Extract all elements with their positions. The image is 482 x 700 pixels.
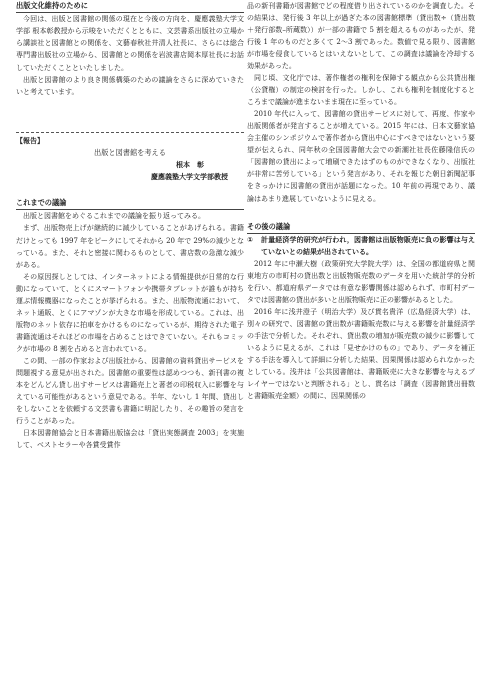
body-paragraph: この間、一部の作家および出版社から、図書館の資料貸出サービスを問題視する意見が出された。図書館の重要性は認めつつも、新刊書の複本をどんどん貸し出すサービスは書籍売上と著者の印税収入に影響を与えている可能性があるという意見である。半年、ないし 1 年間、貸出しをしないことを依頼する文芸書も書籍に明記したり、その趣旨の発言を行うことがあった。 — [16, 356, 244, 425]
spacer — [16, 183, 244, 197]
body-paragraph: 品の新刊書籍が図書館でどの程度借り出されているのかを調査した。その結果は、発行後 3 年以上が過ぎた本の図書館標準（貸出数÷（貸出数＋発行部数–所蔵数））が一部の書籍で 5 割を超えるものがあったが、発行後 1 年のものだと多くて 2～3 割であった。数値で見る限り、図書館が市場を侵食しているとはいえないとして、この調査は議論を冷却する効果があった。 — [247, 2, 475, 71]
body-paragraph: 2012 年に中瀬大樹（政策研究大学院大学）は、全国の都道府県と関東地方の市町村の貸出数と出版物販売数のデータを用いた統計学的分析を行い、都道府県データでは有意な影響関係は認められず、市町村データでは図書館の貸出が多いと出版物販売に正の影響があるとした。 — [247, 259, 475, 305]
report-title: 出版と図書館を考える — [94, 147, 166, 157]
body-paragraph: まず、出版物売上げが継続的に減少していることがあげられる。書籍だけとっても 1997 年をピークにしてそれから 20 年で 29%の減少となっている。また、それと密接に関わるものとして、書店数の急激な減少がある。 — [16, 224, 244, 269]
spacer — [16, 98, 244, 132]
section-heading-korekara: これまでの議論 — [16, 198, 67, 208]
body-paragraph: 日本図書館協会と日本書籍出版協会は「貸出実態調査 2003」を実施して、ベストセラーや各賞受賞作 — [16, 429, 244, 450]
report-tag: 【報告】 — [16, 136, 44, 145]
left-column — [16, 0, 244, 451]
body-paragraph: 2016 年に浅井澄子（明治大学）及び貫名貴洋（広島経済大学）は、別々の研究で、図書館の貸出数が書籍販売数に与える影響を計量経済学の手法で分析した。それぞれ、貸出数の増加が販売数の減少に影響しているように見えるが、これは「見せかけのもの」であり、データを補正する手法を導入して詳細に分析した結果、因果関係は認められなかったとしている。浅井は「公共図書館は、書籍販売に大きな影響を与えるプレイヤーではないと判断される」とし、貫名は「調査（図書館貸出冊数と書籍販売金額）の間に、因果関係の — [247, 308, 475, 401]
report-divider — [16, 132, 244, 133]
point-number: ① — [247, 235, 253, 244]
body-paragraph: その原因探しとしては、インターネットによる情報提供が日常的な行動になっていて、とくにスマートフォンや携帯タブレットが誰もが持ち運ぶ情報機器になったことが挙げられる。また、出版物流通において、ネット通販、とくにアマゾンが大きな市場を形成している。これは、出版物のネット依存に拍車をかけるものになっているが、期待された電子書籍流通はそれほどの市場を占めることはできていない。それもコミックが市場の 8 割を占めると言われている。 — [16, 272, 244, 353]
body-paragraph: 同じ頃、文化庁では、著作権者の権利を保障する観点から公共貸出権（公貸権）の制定の検討を行った。しかし、これも権利を制度化するところまで議論が進まないまま現在に至っている。 — [247, 74, 475, 107]
point-heading-text: 計量経済学的研究が行われ，図書館は出版物販売に負の影響は与えていないとの結果が出されている。 — [261, 235, 475, 256]
author-affiliation: 慶應義塾大学文学部教授 — [151, 173, 228, 182]
section-heading-sonogo: その後の議論 — [247, 221, 291, 231]
section-heading-shuppan-bunka: 出版文化維持のために — [16, 1, 88, 10]
right-column — [247, 0, 475, 402]
intro-paragraph: 今回は、出版と図書館の関係の現在と今後の方向を、慶應義塾大学文学部 根本彰教授から示唆をいただくとともに、文芸書系出版社の立場から講談社と図書館との関係を、文藝春秋社井清人社長に、さらには総合専門書出版社の立場から、図書館との関係を岩波書店岡本厚社長にお話していただくことといたしました。 — [16, 15, 244, 72]
body-paragraph: 2010 年代に入って、図書館の貸出サービスに対して、再度、作家や出版関係者が発言することが増えている。2015 年には、日本文藝家協会主催のシンポジウムで著作者から貸出中心にすべきではないという要望が伝えられ、同年秋の全国図書館大会での新潮社社長佐藤隆信氏の「図書館の貸出によって増刷できたはずのものができなくなり、出版社が非常に苦労している」という発言があり、それを報じた朝日新聞記事をきっかけに図書館の貸出が話題になった。10 年前の再現であり、議論はあまり進展していないように見える。 — [247, 110, 475, 203]
numbered-point-heading — [247, 234, 475, 258]
author-name: 根本 彰 — [176, 161, 204, 169]
spacer — [247, 205, 475, 221]
body-paragraph: 出版と図書館をめぐるこれまでの議論を振り返ってみる。 — [23, 212, 205, 221]
intro-paragraph: 出版と図書館のより良き関係構築のための議論をさらに深めていきたいと考えています。 — [16, 75, 244, 96]
